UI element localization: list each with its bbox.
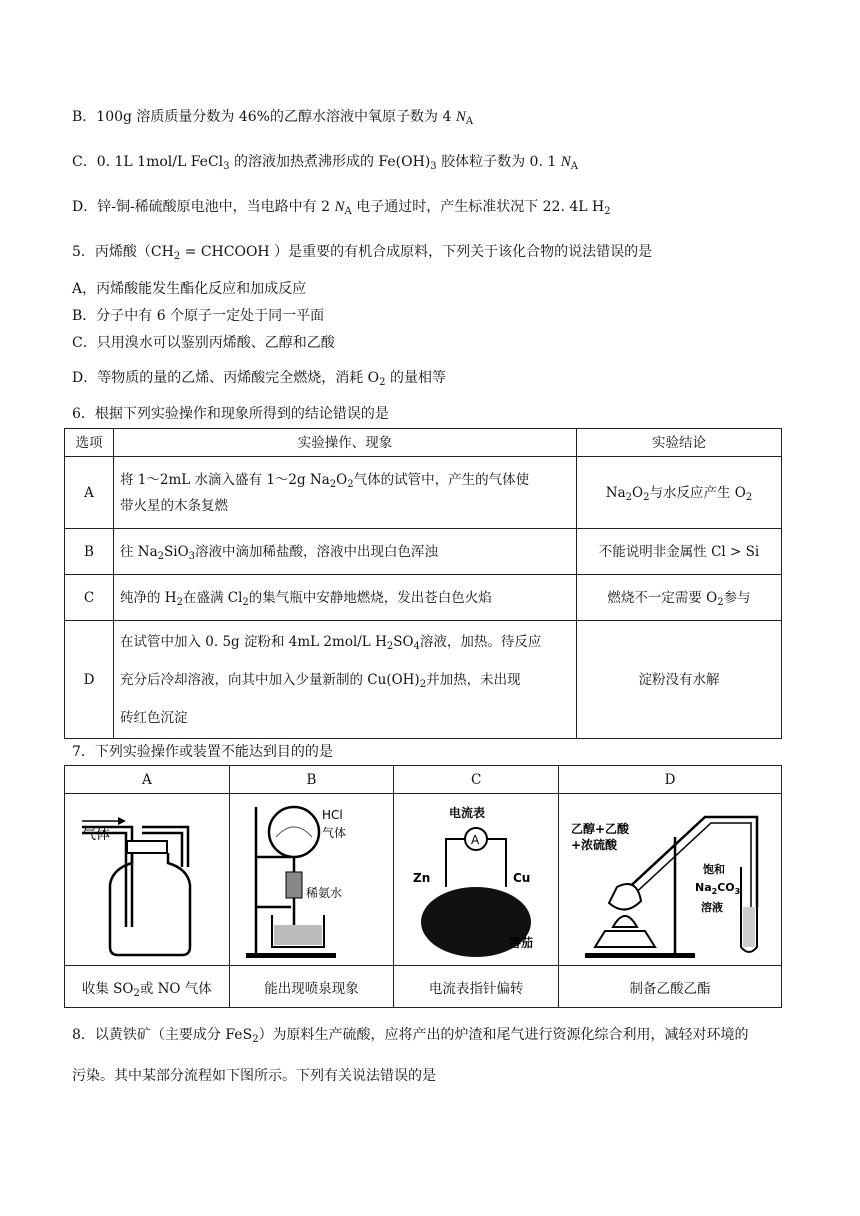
na-sub: A — [570, 161, 578, 172]
q7-stem: 7．下列实验操作或装置不能达到目的的是 — [72, 744, 333, 760]
q6-row-b-option: B — [65, 529, 114, 575]
q8-text-1: 8．以黄铁矿（主要成分 FeS — [72, 1027, 253, 1043]
q7-figure-d — [559, 794, 782, 966]
sub-3: 3 — [430, 161, 437, 172]
q6-a-conc2: O — [632, 484, 644, 501]
q6-row-b-operation — [114, 529, 577, 575]
d-saturated: 饱和 — [703, 863, 725, 876]
q6-row-a-conclusion — [577, 457, 782, 529]
d-reagent-1: 乙醇+乙酸 — [571, 822, 630, 836]
q6-b-op2: SiO — [164, 543, 189, 560]
q5-option-c: C．只用溴水可以鉴别丙烯酸、乙醇和乙酸 — [72, 335, 335, 351]
q5-option-d — [72, 368, 446, 388]
q6-d-op2b: 并加热，未出现 — [426, 671, 521, 688]
sub-2: 2 — [745, 491, 753, 503]
q6-row-c — [65, 575, 782, 621]
sub-2: 2 — [252, 1034, 259, 1045]
sub-2: 2 — [329, 478, 337, 490]
q6-a-op1c: 气体的试管中，产生的气体使 — [353, 471, 530, 488]
q5-stem-text2: = CHCOOH ）是重要的有机合成原料，下列关于该化合物的说法错误的是 — [184, 244, 653, 260]
b-gas-label: 气体 — [322, 826, 347, 840]
q6-row-a-operation — [114, 457, 577, 529]
q6-a-op1: 将 1～2mL 水滴入盛有 1～2g Na — [120, 471, 330, 488]
na-symbol: N — [560, 154, 571, 170]
q6-b-op1: 往 Na — [120, 543, 158, 560]
q6-a-op2: 带火星的木条复燃 — [120, 497, 228, 514]
q7-figure-c — [394, 794, 559, 966]
q8-line-2: 污染。其中某部分流程如下图所示。下列有关说法错误的是 — [72, 1068, 436, 1084]
q6-row-a-option: A — [65, 457, 114, 529]
hcl-label: HCl — [322, 808, 344, 822]
q7-figure-a — [65, 794, 230, 966]
q6-c-op1: 纯净的 H — [120, 589, 177, 606]
q5-option-d-text2: 的量相等 — [389, 370, 446, 386]
q4-option-c-text2: 的溶液加热煮沸形成的 Fe(OH) — [233, 154, 431, 170]
q7-caption-c: 电流表指针偏转 — [394, 966, 559, 1008]
sub-2: 2 — [643, 491, 650, 503]
q7-col-c: C — [394, 766, 559, 794]
q6-row-d-operation — [114, 621, 577, 739]
q6-a-op1b: O — [336, 471, 348, 488]
d-reagent-2: +浓硫酸 — [571, 838, 618, 852]
q6-table — [64, 428, 782, 739]
q6-row-c-option: C — [65, 575, 114, 621]
gas-bottle-figure — [72, 797, 222, 962]
sub-2: 2 — [711, 887, 718, 896]
q6-b-op3: 溶液中滴加稀盐酸，溶液中出现白色浑浊 — [195, 543, 439, 560]
d-co: CO — [717, 881, 735, 894]
fountain-figure — [236, 797, 386, 962]
q6-row-b — [65, 529, 782, 575]
q7-caption-d: 制备乙酸乙酯 — [559, 966, 782, 1008]
sub-2: 2 — [379, 377, 386, 388]
ammeter-a: A — [471, 833, 480, 847]
q7-caption-b: 能出现喷泉现象 — [229, 966, 394, 1008]
q6-a-conc3: 与水反应产生 O — [649, 484, 746, 501]
ammonia-label: 稀氨水 — [306, 886, 343, 900]
q7-table — [64, 765, 782, 1008]
na-symbol: N — [334, 199, 345, 215]
q8-text-2: ）为原料生产硫酸，应将产出的炉渣和尾气进行资源化综合利用，减轻对环境的 — [258, 1027, 749, 1043]
q4-option-d-text2: 电子通过时，产生标准状况下 22. 4L H — [356, 199, 605, 215]
q5-option-d-text1: D．等物质的量的乙烯、丙烯酸完全燃烧，消耗 O — [72, 370, 380, 386]
gas-label: 气体 — [81, 827, 110, 843]
sub-2: 2 — [604, 206, 611, 217]
sub-2: 2 — [386, 640, 394, 652]
q4-option-d — [72, 197, 611, 217]
sub-2: 2 — [242, 596, 249, 608]
sub-2: 2 — [157, 550, 165, 562]
q4-option-b — [72, 107, 473, 127]
tomato-label: 番茄 — [509, 936, 534, 950]
na-sub: A — [344, 206, 352, 217]
q6-row-c-operation — [114, 575, 577, 621]
sub-2: 2 — [717, 596, 724, 608]
ester-apparatus-figure — [565, 797, 775, 962]
q6-row-b-conclusion: 不能说明非金属性 Cl > Si — [577, 529, 782, 575]
q6-d-op1: 在试管中加入 0. 5g 淀粉和 4mL 2mol/L H — [120, 633, 387, 650]
sub-3: 3 — [223, 161, 230, 172]
sub-4: 4 — [413, 640, 420, 652]
q6-header-operation: 实验操作、现象 — [114, 429, 577, 457]
d-na2co3 — [695, 881, 740, 896]
q7-caption-a — [65, 966, 230, 1008]
q6-c-op3: 的集气瓶中安静地燃烧，发出苍白色火焰 — [248, 589, 492, 606]
q4-option-c-text3: 胶体粒子数为 0. 1 — [441, 154, 557, 170]
sub-2: 2 — [176, 596, 183, 608]
sub-2: 2 — [419, 678, 427, 690]
q6-row-d-conclusion: 淀粉没有水解 — [577, 621, 782, 739]
zn-label: Zn — [413, 871, 431, 885]
q5-stem — [72, 242, 652, 262]
q8-line-1 — [72, 1025, 749, 1045]
caption-a-2: 或 NO 气体 — [139, 980, 212, 997]
sub-3: 3 — [734, 887, 741, 896]
q6-c-conc1: 燃烧不一定需要 O — [607, 589, 718, 606]
caption-a-1: 收集 SO — [81, 980, 134, 997]
sub-2: 2 — [625, 491, 633, 503]
q6-d-op1b: SO — [393, 633, 414, 650]
q6-header-option: 选项 — [65, 429, 114, 457]
sub-2: 2 — [133, 987, 140, 999]
sub-2: 2 — [173, 251, 181, 262]
q7-col-b: B — [229, 766, 394, 794]
sub-2: 2 — [347, 478, 354, 490]
q4-option-c — [72, 152, 578, 172]
q4-option-d-text1: D．锌-铜-稀硫酸原电池中，当电路中有 2 — [72, 199, 331, 215]
q7-col-a: A — [65, 766, 230, 794]
q5-option-a: A，丙烯酸能发生酯化反应和加成反应 — [72, 281, 307, 297]
tomato-battery-figure — [401, 797, 551, 962]
d-na: Na — [695, 881, 712, 894]
q4-option-b-text: B．100g 溶质质量分数为 46%的乙醇水溶液中氧原子数为 4 — [72, 109, 452, 125]
q6-c-conc2: 参与 — [723, 589, 751, 606]
q6-d-op1c: 溶液，加热。待反应 — [419, 633, 542, 650]
q6-c-op2: 在盛满 Cl — [182, 589, 243, 606]
q5-stem-text1: 5．丙烯酸（CH — [72, 244, 174, 260]
q6-stem: 6．根据下列实验操作和现象所得到的结论错误的是 — [72, 406, 389, 422]
na-sub: A — [465, 116, 474, 127]
q6-a-conc1: Na — [605, 484, 626, 501]
q6-row-d-option: D — [65, 621, 114, 739]
q6-row-d — [65, 621, 782, 739]
q7-figure-b — [229, 794, 394, 966]
q7-col-d: D — [559, 766, 782, 794]
cu-label: Cu — [513, 871, 531, 885]
ammeter-label: 电流表 — [449, 806, 486, 820]
na-symbol: N — [455, 109, 466, 125]
q6-d-op2a: 充分后冷却溶液，向其中加入少量新制的 Cu(OH) — [120, 671, 420, 688]
q6-header-conclusion: 实验结论 — [577, 429, 782, 457]
q6-d-op3: 砖红色沉淀 — [120, 709, 188, 726]
q5-option-b: B．分子中有 6 个原子一定处于同一平面 — [72, 308, 325, 324]
q6-row-c-conclusion — [577, 575, 782, 621]
d-solution: 溶液 — [701, 901, 723, 914]
sub-3: 3 — [188, 550, 196, 562]
q4-option-c-text1: C．0. 1L 1mol/L FeCl — [72, 154, 224, 170]
q6-row-a — [65, 457, 782, 529]
